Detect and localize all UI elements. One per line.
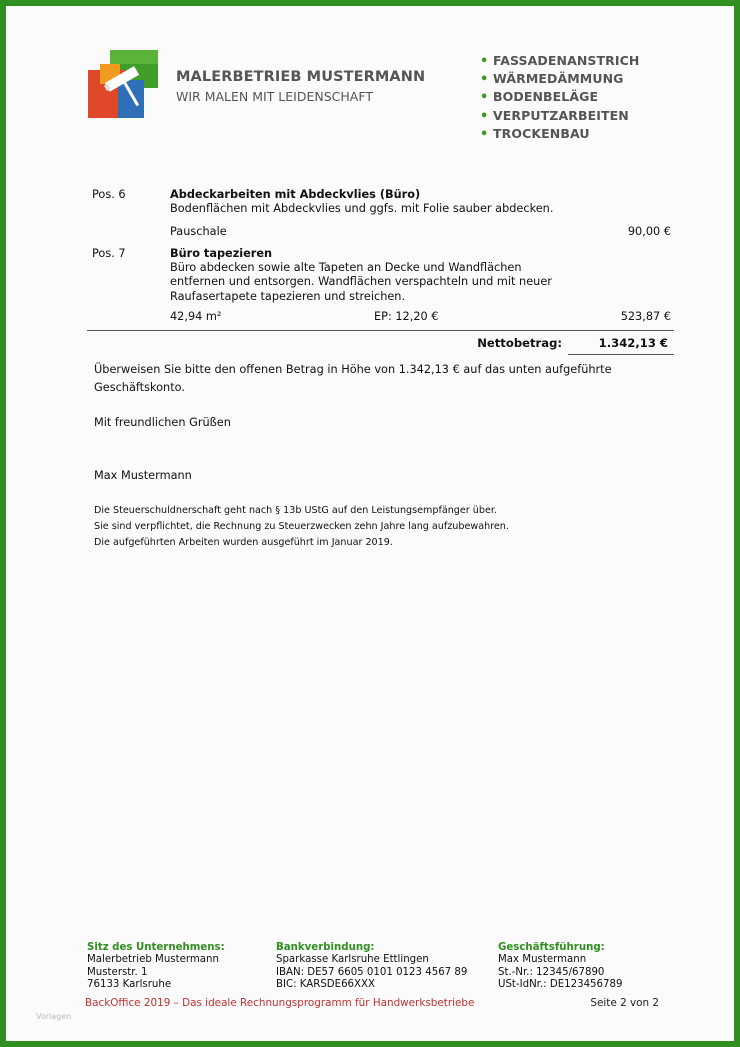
service-item <box>480 125 639 143</box>
service-label: BODENBELÄGE <box>493 89 599 105</box>
invoice-page <box>12 12 740 1047</box>
table-divider <box>87 330 674 331</box>
note-line: Sie sind verpflichtet, die Rechnung zu Steuerzwecken zehn Jahre lang aufzubewahren. <box>94 521 509 532</box>
bullet-icon: • <box>480 126 489 142</box>
company-slogan: WIR MALEN MIT LEIDENSCHAFT <box>176 89 373 104</box>
service-label: FASSADENANSTRICH <box>493 53 640 68</box>
services-list <box>480 52 639 143</box>
watermark: Vorlagen <box>36 1012 72 1021</box>
greeting: Mit freundlichen Grüßen <box>94 416 231 429</box>
position-title: Büro tapezieren <box>170 247 273 260</box>
total-divider <box>568 354 674 355</box>
net-amount-value: 1.342,13 € <box>598 336 668 350</box>
footer-line: Musterstr. 1 <box>87 966 148 978</box>
position-label: Pos. 7 <box>92 247 126 260</box>
footer-bank <box>276 942 467 991</box>
footer-line: Sparkasse Karlsruhe Ettlingen <box>276 954 429 966</box>
footer-line: IBAN: DE57 6605 0101 0123 4567 89 <box>276 966 468 978</box>
service-item <box>480 88 639 106</box>
footer-management <box>498 942 622 991</box>
service-label: VERPUTZARBEITEN <box>493 107 629 123</box>
footer-line: 76133 Karlsruhe <box>87 978 172 990</box>
service-label: WÄRMEDÄMMUNG <box>493 71 624 87</box>
position-body <box>170 247 560 304</box>
net-amount-label: Nettobetrag: <box>477 336 562 350</box>
service-label: TROCKENBAU <box>493 125 590 141</box>
position-description: Büro abdecken sowie alte Tapeten an Decke und Wandflächen entfernen und entsorgen. Wandflächen verspachteln und mit neuer Raufasertapete tapezieren und streichen. <box>170 261 552 303</box>
bullet-icon: • <box>480 72 489 88</box>
footer-company <box>87 942 225 991</box>
position-quantity: Pauschale <box>170 225 227 238</box>
position-label: Pos. 6 <box>92 188 126 201</box>
footer-line: St.-Nr.: 12345/67890 <box>498 966 605 978</box>
position-total: 90,00 € <box>627 225 671 238</box>
page-number: Seite 2 von 2 <box>590 997 659 1009</box>
service-item <box>480 107 639 125</box>
bullet-icon: • <box>480 90 489 106</box>
position-title: Abdeckarbeiten mit Abdeckvlies (Büro) <box>170 188 421 201</box>
company-name: MALERBETRIEB MUSTERMANN <box>176 69 426 85</box>
bullet-icon: • <box>480 54 489 69</box>
service-item <box>480 52 639 70</box>
note-line: Die aufgeführten Arbeiten wurden ausgeführt im Januar 2019. <box>94 537 393 548</box>
footer-line: Max Mustermann <box>498 954 587 966</box>
footer-advert: BackOffice 2019 – Das ideale Rechnungsprogramm für Handwerksbetriebe <box>85 997 475 1009</box>
position-total: 523,87 € <box>620 310 671 323</box>
footer-line: Malerbetrieb Mustermann <box>87 954 219 966</box>
signature-name: Max Mustermann <box>94 469 192 482</box>
footer-heading: Geschäftsführung: <box>498 942 605 953</box>
footer-heading: Bankverbindung: <box>276 942 375 953</box>
position-unit-price: EP: 12,20 € <box>374 310 439 323</box>
bullet-icon: • <box>480 108 489 124</box>
company-logo-icon <box>88 50 158 118</box>
position-description: Bodenflächen mit Abdeckvlies und ggfs. mit Folie sauber abdecken. <box>170 202 554 216</box>
tax-notes <box>94 503 654 551</box>
footer-line: BIC: KARSDE66XXX <box>276 978 375 990</box>
footer-line: USt-IdNr.: DE123456789 <box>498 978 623 990</box>
position-body <box>170 188 590 216</box>
footer-heading: Sitz des Unternehmens: <box>87 942 225 953</box>
note-line: Die Steuerschuldnerschaft geht nach § 13b UStG auf den Leistungsempfänger über. <box>94 505 497 516</box>
payment-text: Überweisen Sie bitte den offenen Betrag in Höhe von 1.342,13 € auf das unten aufgeführte Geschäftskonto. <box>94 363 612 394</box>
service-item <box>480 70 639 88</box>
position-quantity: 42,94 m² <box>170 310 222 323</box>
